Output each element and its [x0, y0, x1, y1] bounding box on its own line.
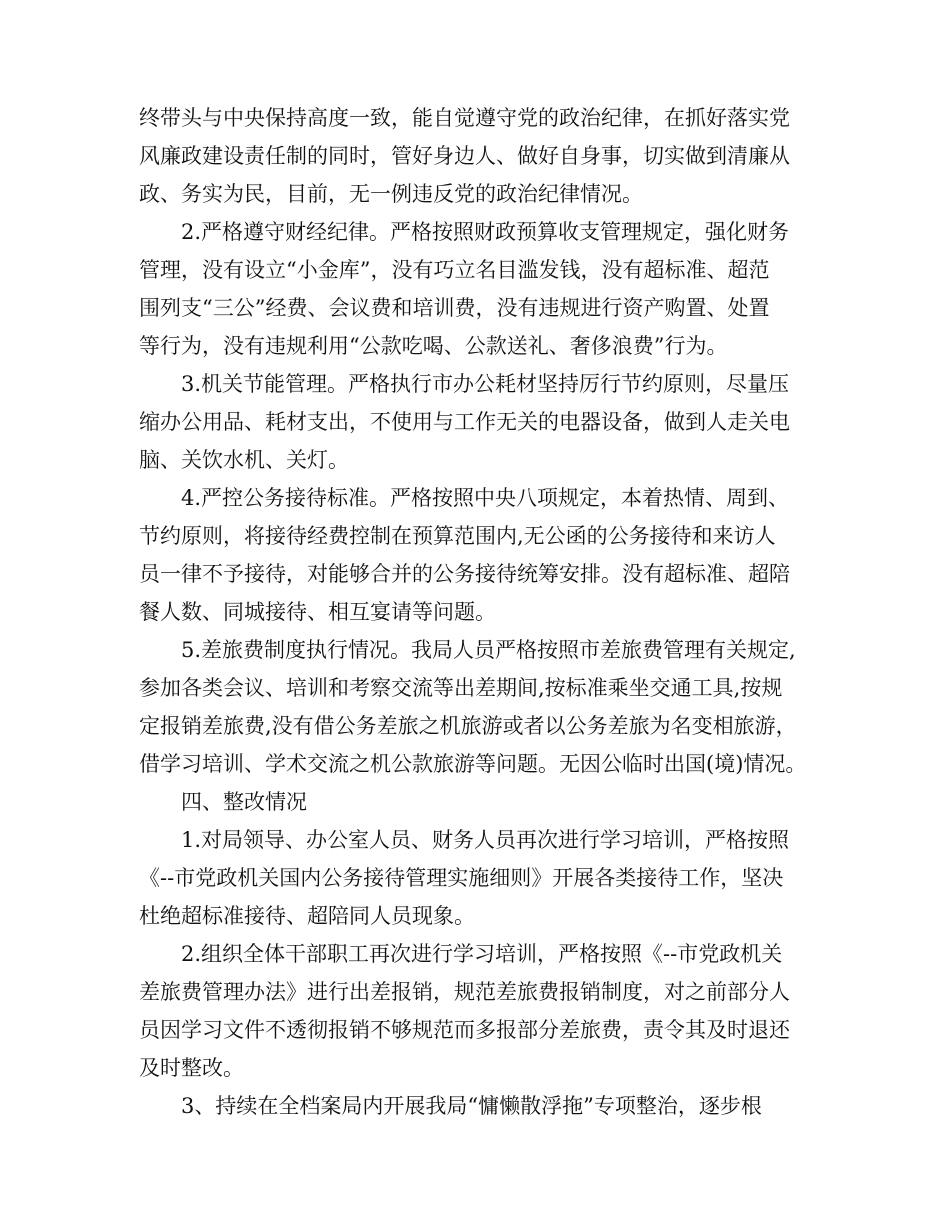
text-line: 等行为，没有违规利用“公款吃喝、公款送礼、奢侈浪费”行为。: [139, 334, 728, 358]
text-line: 终带头与中央保持高度一致，能自觉遵守党的政治纪律，在抓好落实党: [139, 106, 790, 130]
text-line: 参加各类会议、培训和考察交流等出差期间,按标准乘坐交通工具,按规: [139, 676, 783, 700]
paragraph-start-line: 5.差旅费制度执行情况。我局人员严格按照市差旅费管理有关规定,: [181, 638, 796, 662]
text-line: 节约原则，将接待经费控制在预算范围内,无公函的公务接待和来访人: [139, 524, 776, 548]
section-heading: 四、整改情况: [181, 790, 307, 814]
text-line: 政、务实为民，目前，无一例违反党的政治纪律情况。: [139, 182, 643, 206]
text-line: 管理，没有设立“小金库”，没有巧立名目滥发钱，没有超标准、超范: [139, 258, 770, 282]
text-line: 餐人数、同城接待、相互宴请等问题。: [139, 600, 496, 624]
text-line: 脑、关饮水机、关灯。: [139, 448, 349, 472]
text-line: 围列支“三公”经费、会议费和培训费，没有违规进行资产购置、处置: [139, 296, 770, 320]
text-line: 定报销差旅费,没有借公务差旅之机旅游或者以公务差旅为名变相旅游，: [139, 714, 797, 738]
paragraph-start-line: 2.严格遵守财经纪律。严格按照财政预算收支管理规定，强化财务: [181, 220, 790, 244]
text-line: 风廉政建设责任制的同时，管好身边人、做好自身事，切实做到清廉从: [139, 144, 790, 168]
text-line: 员因学习文件不透彻报销不够规范而多报部分差旅费，责令其及时退还: [139, 1018, 790, 1042]
text-line: 及时整改。: [139, 1056, 244, 1080]
paragraph-start-line: 4.严控公务接待标准。严格按照中央八项规定，本着热情、周到、: [181, 486, 790, 510]
text-line: 差旅费管理办法》进行出差报销，规范差旅费报销制度，对之前部分人: [139, 980, 790, 1004]
paragraph-start-line: 2.组织全体干部职工再次进行学习培训，严格按照《--市党政机关: [181, 942, 783, 966]
text-line: 缩办公用品、耗材支出，不使用与工作无关的电器设备，做到人走关电: [139, 410, 790, 434]
paragraph-start-line: 3.机关节能管理。严格执行市办公耗材坚持厉行节约原则，尽量压: [181, 372, 790, 396]
text-line: 《--市党政机关国内公务接待管理实施细则》开展各类接待工作，坚决: [139, 866, 784, 890]
paragraph-start-line: 3、持续在全档案局内开展我局“慵懒散浮拖”专项整治，逐步根: [181, 1094, 762, 1118]
text-line: 借学习培训、学术交流之机公款旅游等问题。无因公临时出国(境)情况。: [139, 752, 807, 776]
paragraph-start-line: 1.对局领导、办公室人员、财务人员再次进行学习培训，严格按照: [181, 828, 790, 852]
text-line: 员一律不予接待，对能够合并的公务接待统筹安排。没有超标准、超陪: [139, 562, 790, 586]
text-line: 杜绝超标准接待、超陪同人员现象。: [139, 904, 475, 928]
